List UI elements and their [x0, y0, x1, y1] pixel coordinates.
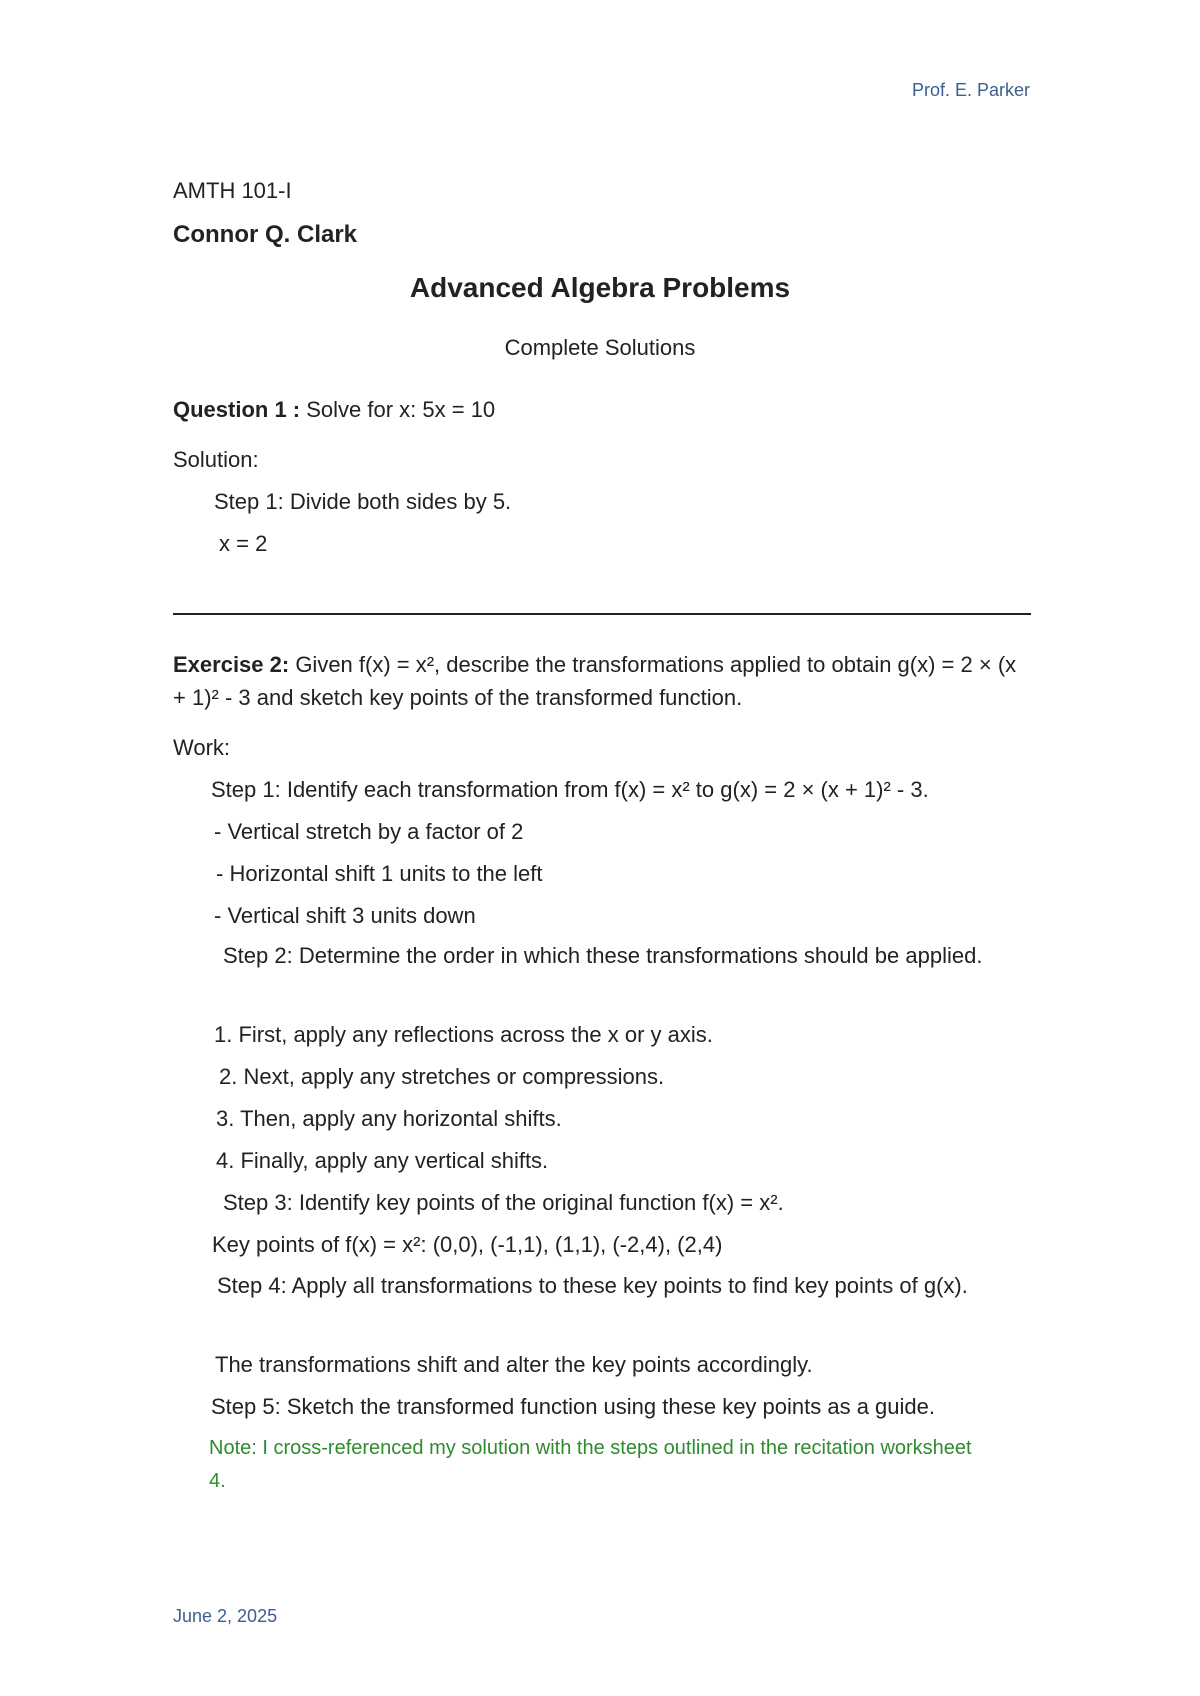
transformation-item: - Vertical stretch by a factor of 2	[214, 819, 524, 844]
order-item: 4. Finally, apply any vertical shifts.	[216, 1148, 549, 1173]
order-item: 2. Next, apply any stretches or compressions.	[219, 1064, 665, 1089]
transformation-item: - Horizontal shift 1 units to the left	[216, 861, 543, 886]
work-step-1: Step 1: Identify each transformation from f(x) = x² to g(x) = 2 × (x + 1)² - 3.	[211, 777, 929, 802]
document-title: Advanced Algebra Problems	[409, 272, 791, 303]
question-1-label: Question 1 :	[173, 397, 301, 422]
order-item: 3. Then, apply any horizontal shifts.	[216, 1106, 562, 1131]
work-step-2: Step 2: Determine the order in which these transformations should be applied.	[223, 943, 983, 968]
document-date: June 2, 2025	[173, 1606, 278, 1626]
question-1-prompt: Solve for x: 5x = 10	[300, 397, 496, 422]
exercise-2	[173, 648, 1033, 714]
work-step-5: Step 5: Sketch the transformed function using these key points as a guide.	[211, 1394, 935, 1419]
document-subtitle: Complete Solutions	[504, 335, 696, 360]
key-points: Key points of f(x) = x²: (0,0), (-1,1), (1,1), (-2,4), (2,4)	[212, 1232, 723, 1257]
course-code: AMTH 101-I	[173, 178, 292, 203]
exercise-2-label: Exercise 2:	[173, 652, 290, 677]
order-item: 1. First, apply any reflections across the x or y axis.	[214, 1022, 713, 1047]
exercise-2-prompt: Given f(x) = x², describe the transformations applied to obtain g(x) = 2 × (x + 1)² - 3 and sketch key points of the transformed function.	[173, 652, 1017, 710]
solution-answer: x = 2	[219, 531, 268, 556]
work-step-4-note: The transformations shift and alter the key points accordingly.	[215, 1352, 813, 1377]
work-step-4: Step 4: Apply all transformations to these key points to find key points of g(x).	[217, 1273, 968, 1298]
section-divider	[173, 613, 1031, 615]
transformation-item: - Vertical shift 3 units down	[214, 903, 476, 928]
cross-reference-note: Note: I cross-referenced my solution with the steps outlined in the recitation worksheet 4.	[209, 1437, 972, 1492]
instructor-name: Prof. E. Parker	[911, 80, 1030, 100]
student-name: Connor Q. Clark	[173, 221, 358, 248]
question-1	[173, 397, 495, 423]
solution-label: Solution:	[173, 447, 259, 472]
solution-step-1: Step 1: Divide both sides by 5.	[214, 489, 512, 514]
work-step-3: Step 3: Identify key points of the original function f(x) = x².	[223, 1190, 784, 1215]
work-label: Work:	[173, 735, 231, 760]
